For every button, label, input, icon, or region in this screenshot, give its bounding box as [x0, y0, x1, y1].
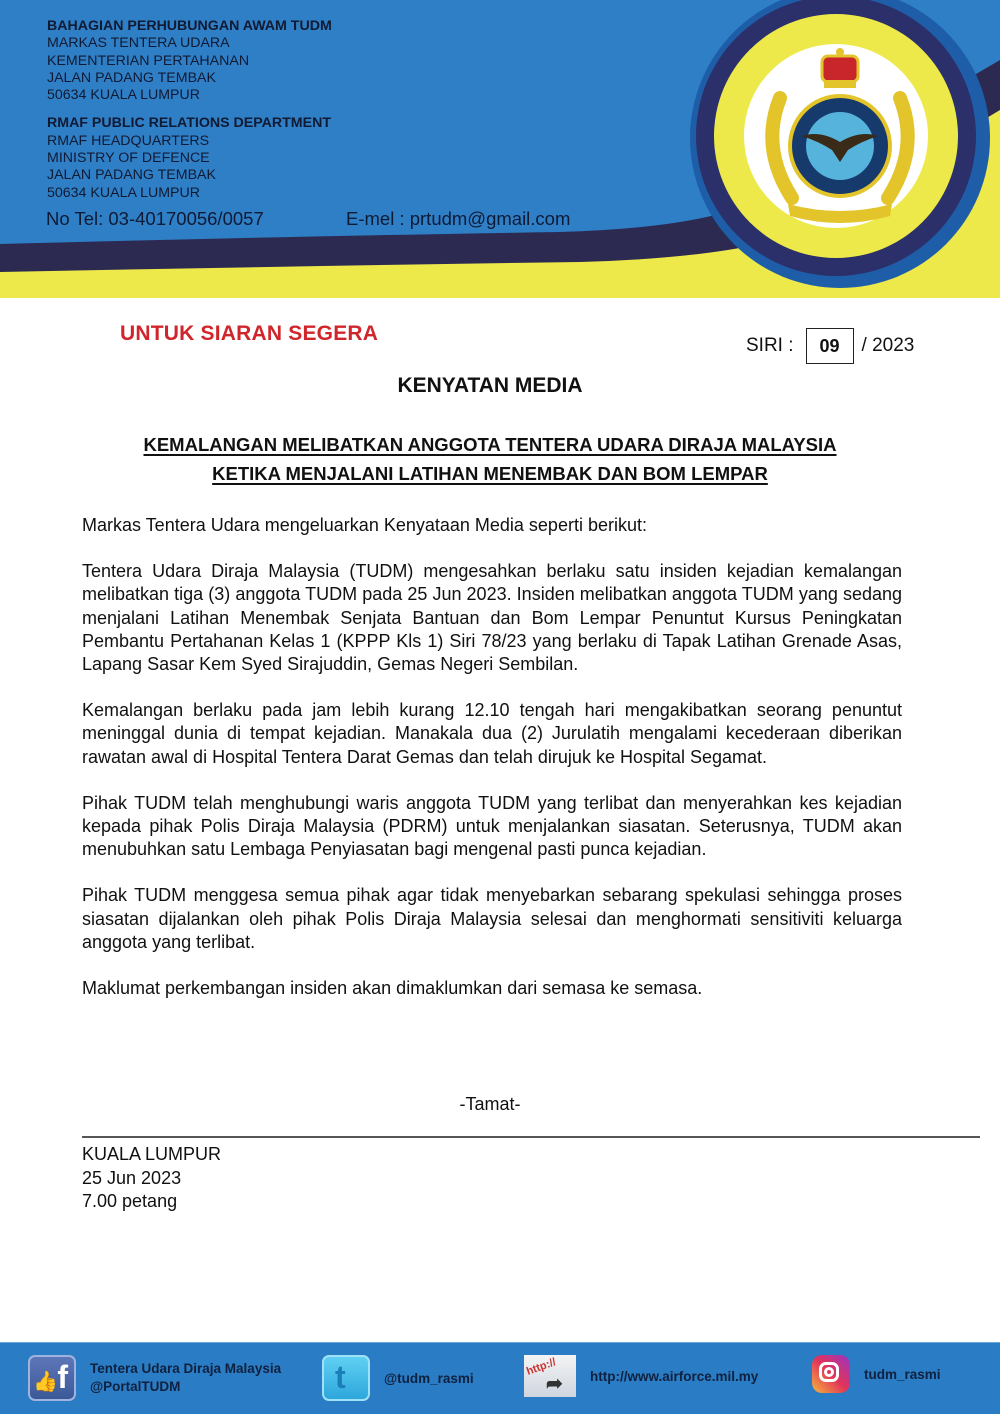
telephone-number: No Tel: 03-40170056/0057	[46, 208, 264, 229]
malay-address-line: MARKAS TENTERA UDARA	[47, 35, 230, 52]
twitter-handle: @tudm_rasmi	[384, 1370, 474, 1386]
subject-heading	[0, 430, 980, 488]
end-marker: -Tamat-	[459, 1094, 521, 1114]
instagram-link[interactable]	[812, 1355, 941, 1393]
facebook-link[interactable]	[28, 1355, 281, 1401]
signoff-time: 7.00 petang	[82, 1191, 178, 1211]
body-paragraph: Pihak TUDM menggesa semua pihak agar tidak menyebarkan sebarang spekulasi sehingga proses siasatan dijalankan oleh pihak Polis Diraja Malaysia selesai dan menghormati sensitiviti keluarga anggota yang terlibat.	[82, 885, 902, 952]
series-label: SIRI :	[746, 335, 794, 356]
malay-address-line: KEMENTERIAN PERTAHANAN	[47, 52, 250, 69]
statement-body	[82, 514, 902, 1023]
instagram-icon	[812, 1355, 850, 1393]
facebook-like-icon: f 👍	[28, 1355, 76, 1401]
signoff-block	[82, 1143, 221, 1214]
malay-address-line: JALAN PADANG TEMBAK	[47, 69, 216, 86]
english-address-line: 50634 KUALA LUMPUR	[47, 184, 200, 201]
email-address: E-mel : prtudm@gmail.com	[346, 208, 571, 229]
subject-line: KETIKA MENJALANI LATIHAN MENEMBAK DAN BOM LEMPAR	[212, 463, 768, 484]
divider	[82, 1136, 980, 1138]
twitter-icon: t	[322, 1355, 370, 1401]
english-address-line: JALAN PADANG TEMBAK	[47, 167, 216, 184]
english-address-line: RMAF HEADQUARTERS	[47, 132, 210, 149]
letterhead-banner	[0, 0, 1000, 298]
website-url: http://www.airforce.mil.my	[590, 1368, 759, 1384]
series-year: / 2023	[861, 335, 915, 356]
english-address-line: MINISTRY OF DEFENCE	[47, 150, 210, 167]
facebook-name: Tentera Udara Diraja Malaysia	[90, 1361, 282, 1376]
web-http-icon: http:// ➦	[524, 1355, 576, 1397]
malay-address-line: 50634 KUALA LUMPUR	[47, 87, 200, 104]
twitter-link[interactable]	[322, 1355, 474, 1401]
website-link[interactable]	[524, 1355, 758, 1397]
document-title: KENYATAN MEDIA	[397, 374, 583, 397]
body-paragraph: Markas Tentera Udara mengeluarkan Kenyataan Media seperti berikut:	[82, 515, 647, 535]
body-paragraph: Maklumat perkembangan insiden akan dimaklumkan dari semasa ke semasa.	[82, 978, 703, 999]
series-number	[746, 328, 914, 364]
facebook-handle: @PortalTUDM	[90, 1379, 181, 1394]
signoff-date: 25 Jun 2023	[82, 1167, 182, 1188]
malay-dept-title: BAHAGIAN PERHUBUNGAN AWAM TUDM	[47, 18, 332, 34]
social-footer	[0, 1342, 1000, 1414]
english-dept-title: RMAF PUBLIC RELATIONS DEPARTMENT	[47, 115, 331, 132]
body-paragraph: Tentera Udara Diraja Malaysia (TUDM) mengesahkan berlaku satu insiden kejadian kemalangan melibatkan tiga (3) anggota TUDM pada 25 Jun 2023. Insiden melibatkan anggota TUDM yang sedang menjalani Latihan Menembak Senjata Bantuan dan Bom Lempar Penuntut Kursus Peningkatan Pembantu Pertahanan Kelas 1 (KPPP Kls 1) Siri 78/23 yang berlaku di Tapak Latihan Grenade Asas, Lapang Sasar Kem Syed Sirajuddin, Gemas Negeri Sembilan.	[82, 561, 902, 675]
body-paragraph: Pihak TUDM telah menghubungi waris anggota TUDM yang terlibat dan menyerahkan kes kejadian kepada pihak Polis Diraja Malaysia (PDRM) untuk menjalankan siasatan. Seterusnya, TUDM akan menubuhkan satu Lembaga Penyiasatan bagi mengenal pasti punca kejadian.	[82, 792, 902, 860]
rmaf-crest-icon	[740, 38, 940, 238]
instagram-handle: tudm_rasmi	[864, 1366, 941, 1382]
urgency-label: UNTUK SIARAN SEGERA	[120, 322, 379, 345]
subject-line: KEMALANGAN MELIBATKAN ANGGOTA TENTERA UDARA DIRAJA MALAYSIA	[143, 434, 837, 455]
signoff-place: KUALA LUMPUR	[82, 1144, 222, 1164]
series-number-box: 09	[806, 328, 854, 364]
body-paragraph: Kemalangan berlaku pada jam lebih kurang 12.10 tengah hari mengakibatkan seorang penuntut meninggal dunia di tempat kejadian. Manakala dua (2) Jurulatih mengalami kecederaan diberikan rawatan awal di Hospital Tentera Darat Gemas dan telah dirujuk ke Hospital Segamat.	[82, 700, 902, 767]
malay-address-block	[47, 18, 332, 202]
